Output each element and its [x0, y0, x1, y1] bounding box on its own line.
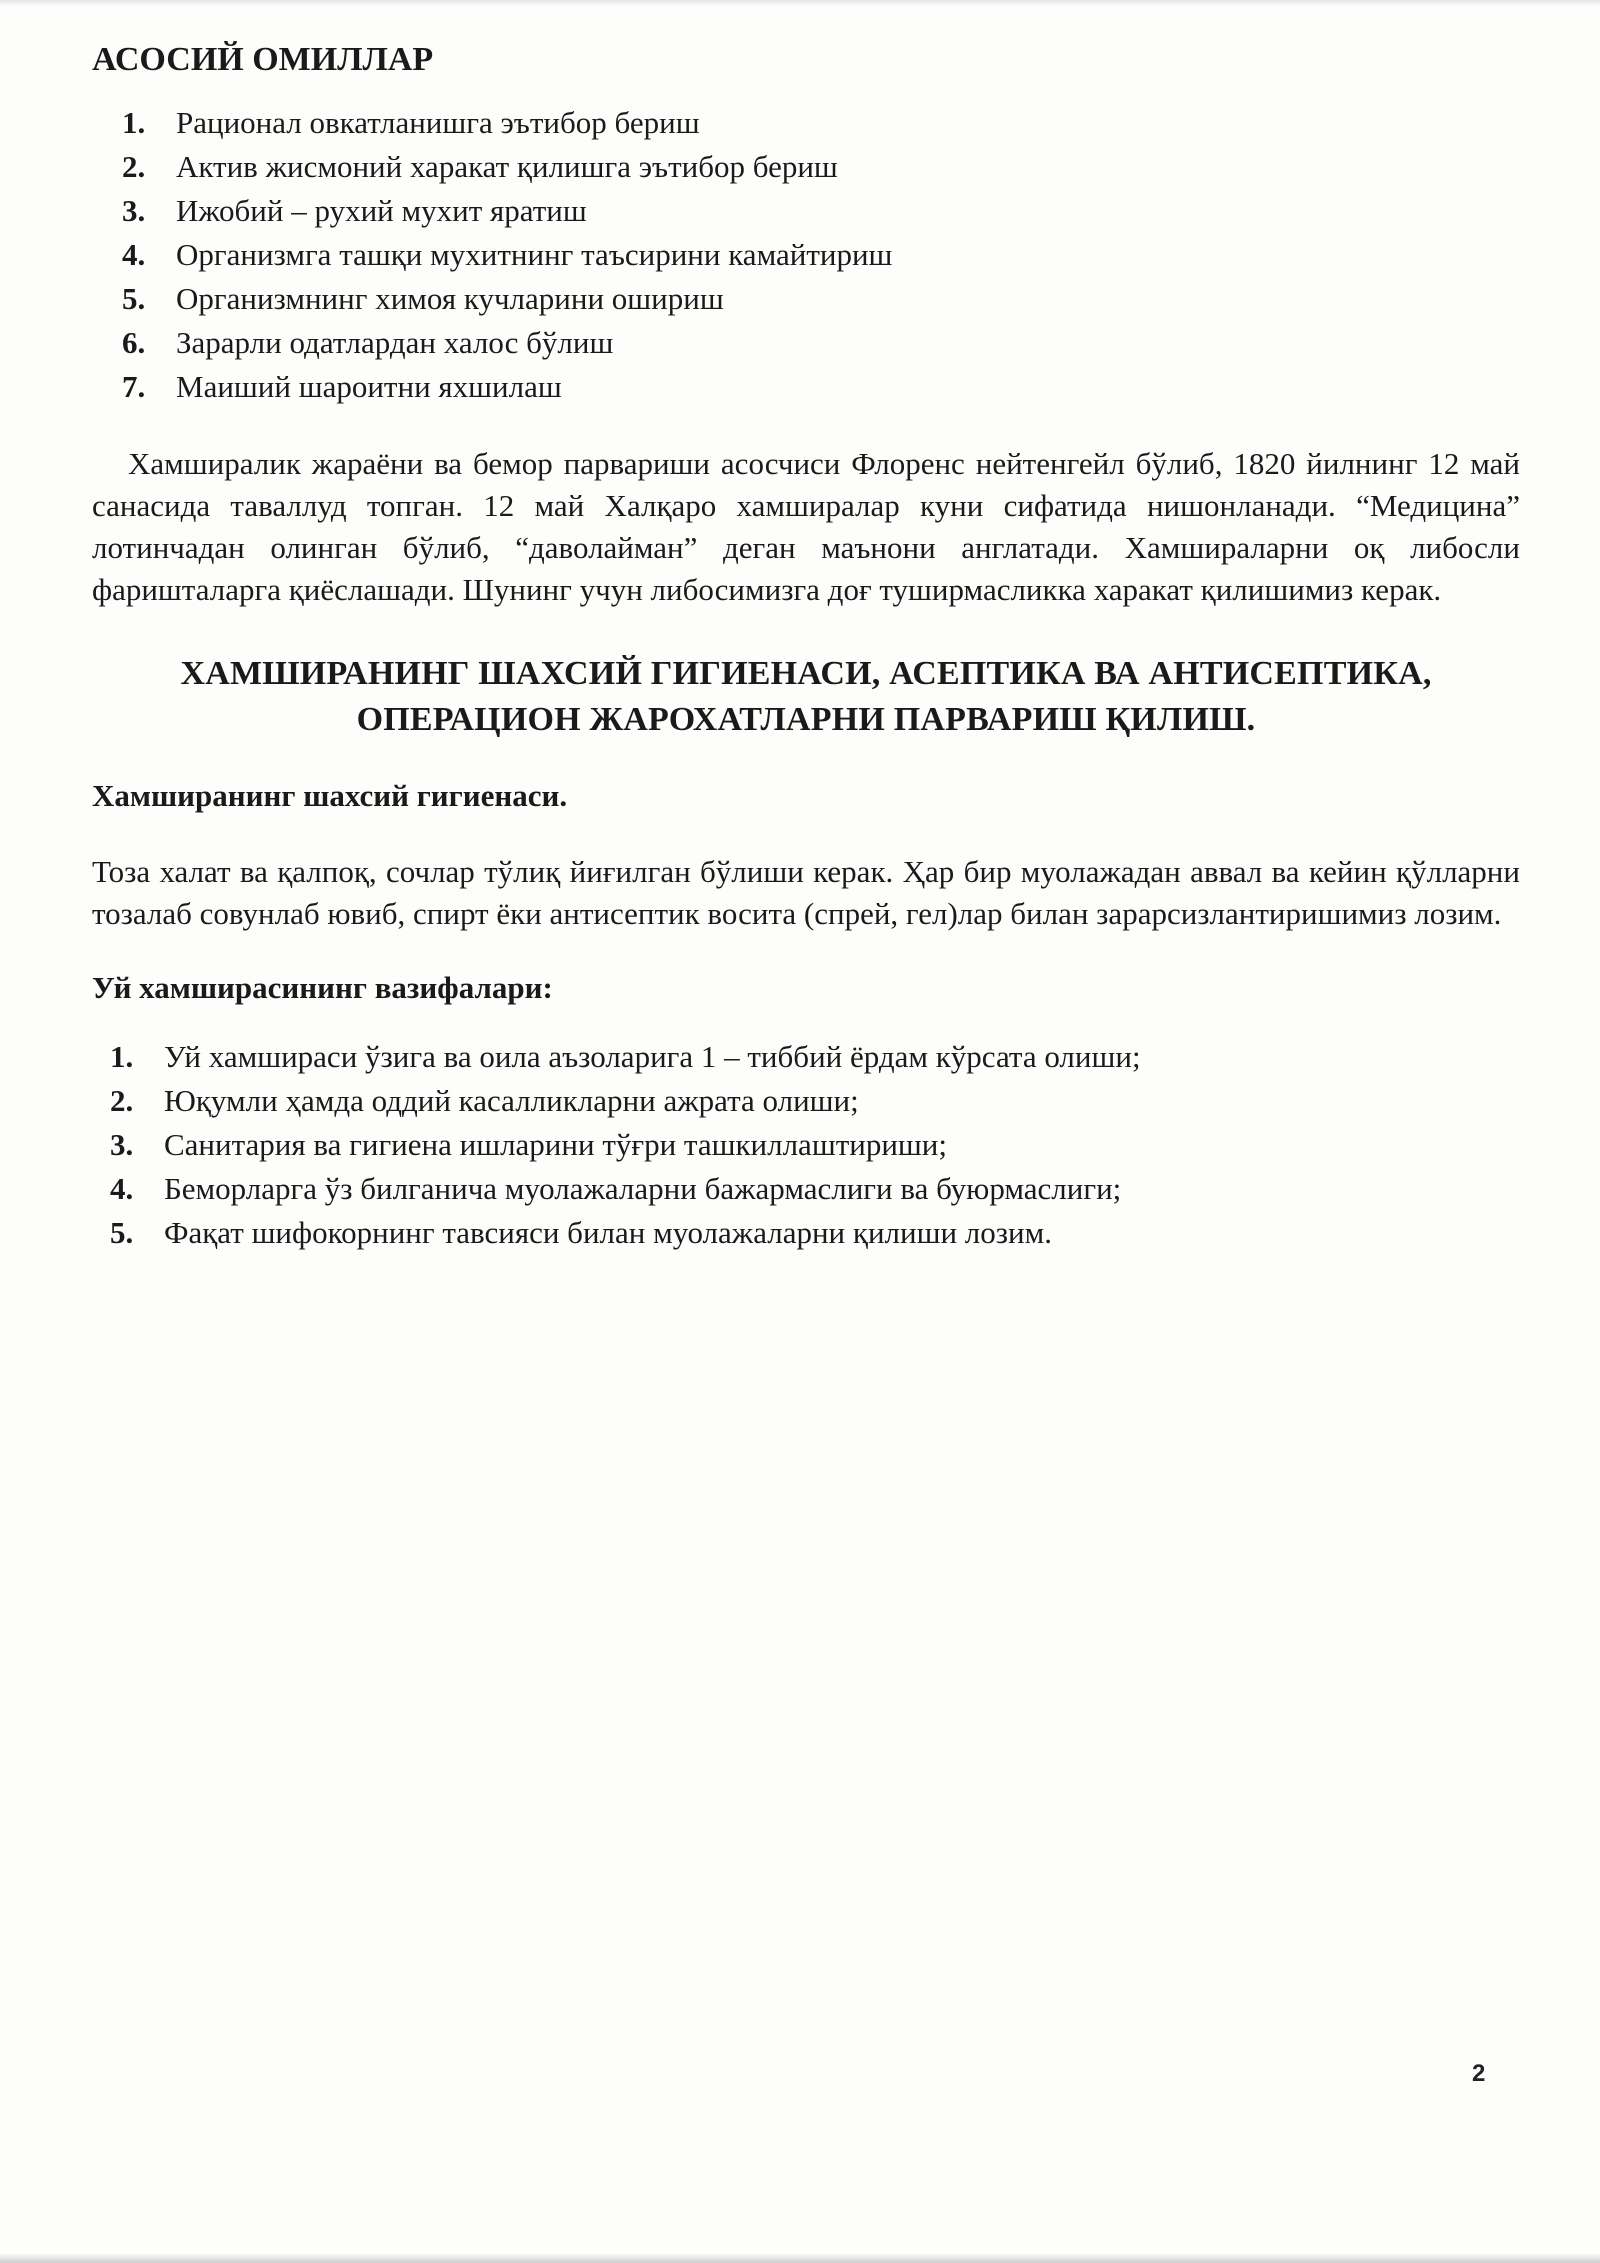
intro-paragraph: Хамширалик жараёни ва бемор парвариши асосчиси Флоренс нейтенгейл бўлиб, 1820 йилнинг 12 май санасида таваллуд топган. 12 май Халқаро хамширалар куни сифатида нишонланади. “Медицина” лотинчадан олинган бўлиб, “даволайман” деган маънони англатади. Хамшираларни оқ либосли фаришталарга қиёслашади. Шунинг учун либосимизга доғ туширмасликка харакат қилишимиз керак.: [92, 445, 1520, 607]
page-number: 2: [1472, 2060, 1486, 2087]
duties-subheading: Уй хамширасининг вазифалари:: [92, 969, 553, 1005]
scan-edge-top: [0, 0, 1600, 6]
list-text: Юқумли ҳамда оддий касалликларни ажрата олиши;: [164, 1082, 859, 1118]
main-heading: АСОСИЙ ОМИЛЛАР: [92, 41, 434, 78]
list-text: Актив жисмоний харакат қилишга эътибор бериш: [176, 148, 838, 184]
list-number: 3.: [110, 1126, 134, 1162]
list-number: 1.: [122, 104, 146, 140]
list-item: [92, 1211, 1520, 1255]
list-number: 3.: [122, 192, 146, 228]
list-number: 7.: [122, 368, 146, 404]
list-number: 5.: [110, 1214, 134, 1250]
list-number: 4.: [110, 1170, 134, 1206]
section-title-line1: ХАМШИРАНИНГ ШАХСИЙ ГИГИЕНАСИ, АСЕПТИКА ВА АНТИСЕПТИКА,: [180, 654, 1432, 692]
list-item: [92, 145, 1520, 189]
list-item: [92, 321, 1520, 365]
scan-edge-bottom: [0, 2253, 1600, 2263]
factors-list: [92, 101, 1520, 409]
list-item: [92, 101, 1520, 145]
list-text: Санитария ва гигиена ишларини тўғри ташкиллаштириши;: [164, 1126, 947, 1162]
list-item: [92, 1079, 1520, 1123]
hygiene-subheading: Хамширанинг шахсий гигиенаси.: [92, 777, 568, 813]
list-item: [92, 1167, 1520, 1211]
list-text: Беморларга ўз билганича муолажаларни бажармаслиги ва буюрмаслиги;: [164, 1170, 1122, 1206]
list-text: Маиший шароитни яхшилаш: [176, 368, 562, 404]
list-text: Фақат шифокорнинг тавсияси билан муолажаларни қилиши лозим.: [164, 1214, 1052, 1250]
list-number: 5.: [122, 280, 146, 316]
list-text: Зарарли одатлардан халос бўлиш: [176, 324, 614, 360]
list-item: [92, 1123, 1520, 1167]
list-text: Организмга ташқи мухитнинг таъсирини камайтириш: [176, 236, 893, 272]
list-text: Рационал овкатланишга эътибор бериш: [176, 104, 700, 140]
list-item: [92, 277, 1520, 321]
duties-list: [92, 1035, 1520, 1255]
list-number: 4.: [122, 236, 146, 272]
list-number: 2.: [122, 148, 146, 184]
section-title-line2: ОПЕРАЦИОН ЖАРОХАТЛАРНИ ПАРВАРИШ ҚИЛИШ.: [356, 700, 1256, 738]
list-item: [92, 233, 1520, 277]
list-text: Ижобий – рухий мухит яратиш: [176, 192, 587, 228]
list-text: Организмнинг химоя кучларини ошириш: [176, 280, 724, 316]
list-item: [92, 1035, 1520, 1079]
list-item: [92, 365, 1520, 409]
section-title: [92, 651, 1520, 743]
page-content: [92, 40, 1520, 1255]
list-number: 6.: [122, 324, 146, 360]
list-item: [92, 189, 1520, 233]
list-number: 1.: [110, 1038, 134, 1074]
list-text: Уй хамшираси ўзига ва оила аъзоларига 1 – тиббий ёрдам кўрсата олиши;: [164, 1038, 1141, 1074]
list-number: 2.: [110, 1082, 134, 1118]
duties-section: [92, 1035, 1520, 1255]
hygiene-paragraph: Тоза халат ва қалпоқ, сочлар тўлиқ йиғилган бўлиши керак. Ҳар бир муолажадан аввал ва кейин қўлларни тозалаб совунлаб ювиб, спирт ёки антисептик восита (спрей, гел)лар билан зарарсизлантиришимиз лозим.: [92, 853, 1520, 931]
